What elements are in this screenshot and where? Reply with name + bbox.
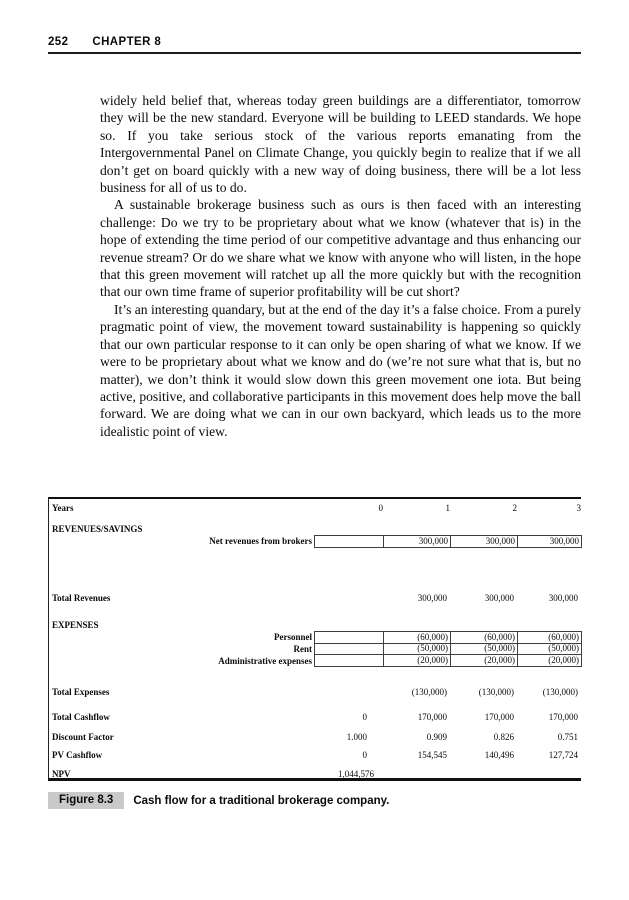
expense-input-block — [49, 631, 581, 667]
spacer — [49, 667, 581, 687]
chapter-label: CHAPTER 8 — [92, 36, 162, 48]
row-label: Rent — [293, 643, 312, 654]
table-cell: 300,000 — [548, 593, 578, 603]
year-col-2: 2 — [512, 502, 517, 513]
table-cell: (60,000) — [451, 631, 518, 644]
row-label: NPV — [52, 769, 71, 779]
table-cell: (20,000) — [451, 655, 518, 667]
table-cell: 127,724 — [548, 750, 578, 760]
section-row-revenues — [49, 524, 581, 535]
table-cell: 0.826 — [493, 732, 514, 742]
year-col-3: 3 — [576, 502, 581, 513]
spacer — [49, 548, 581, 593]
table-cell: 300,000 — [384, 535, 451, 548]
paragraph-3: It’s an interesting quandary, but at the end of the day it’s a false choice. From a purely pragmatic point of view, the movement toward sustainability is happening so quickly that our own particular response to it can only be open sharing of what we know. If we were to be proprietary about what we know and do (we’re not sure what that is, but no matter), we don’t think it would slow down this green movement one iota. But being active, positive, and collaborative participants in this movement does help move the ball forward. We are doing what we can in our own backyard, which leads us to the more idealistic point of view. — [100, 301, 581, 439]
table-row-total-expenses — [49, 687, 581, 698]
figure-label: Figure 8.3 — [48, 792, 124, 809]
year-col-0: 0 — [378, 502, 383, 513]
table-row-pv-cashflow — [49, 750, 581, 761]
row-label: REVENUES/SAVINGS — [52, 524, 143, 534]
table-row-total-revenues — [49, 593, 581, 604]
table-cell: 170,000 — [417, 712, 447, 722]
table-cell: (130,000) — [478, 687, 514, 697]
table-cell: 300,000 — [451, 535, 518, 548]
table-row-npv — [49, 769, 581, 780]
table-cell: 0.909 — [426, 732, 447, 742]
spacer — [49, 761, 581, 769]
table-cell: (60,000) — [384, 631, 451, 644]
spacer — [49, 515, 581, 524]
table-cell: (50,000) — [451, 643, 518, 655]
body-text — [100, 92, 581, 440]
row-label: Discount Factor — [52, 732, 114, 742]
section-row-expenses — [49, 620, 581, 631]
table-cell: (50,000) — [518, 643, 582, 655]
table-cell — [314, 643, 384, 655]
table-row-total-cashflow — [49, 712, 581, 723]
figure-caption — [48, 792, 581, 809]
table-row-rent — [49, 643, 581, 655]
row-label: Net revenues from brokers — [209, 536, 312, 546]
year-col-1: 1 — [445, 502, 450, 513]
table-row-discount-factor — [49, 732, 581, 743]
table-cell: 170,000 — [484, 712, 514, 722]
paragraph-2: A sustainable brokerage business such as ours is then faced with an interesting challenge: Do we try to be proprietary about what we know (whatever that is) in the hope of extending the time period of our competitive advantage and thus enhancing our revenue stream? Or do we share what we know with anyone who will listen, in the hope that this green movement will ratchet up all the more quickly but with the recognition that our own time frame of superior profitability will be cut short? — [100, 197, 581, 300]
row-label: Total Cashflow — [52, 712, 110, 722]
table-cell: (130,000) — [411, 687, 447, 697]
spacer — [49, 743, 581, 750]
table-cell: (60,000) — [518, 631, 582, 644]
spacer — [49, 698, 581, 712]
table-cell: 0.751 — [557, 732, 578, 742]
table-cell: 0 — [362, 712, 367, 722]
table-cell: 170,000 — [548, 712, 578, 722]
figure-caption-text: Cash flow for a traditional brokerage company. — [133, 794, 390, 807]
spacer — [49, 604, 581, 620]
table-cell: (20,000) — [518, 655, 582, 667]
table-row-administrative-expenses — [49, 655, 581, 667]
cashflow-table — [48, 497, 581, 781]
table-cell: 300,000 — [518, 535, 582, 548]
row-label: PV Cashflow — [52, 750, 103, 760]
table-cell: 1,044,576 — [338, 769, 374, 779]
table-cell: 300,000 — [417, 593, 447, 603]
paragraph-1: widely held belief that, whereas today green buildings are a differentiator, tomorrow they will be the new standard. Everyone will be building to LEED standards. We hope so. If you take serious stock of the various reports emanating from the Intergovernmental Panel on Climate Change, you quickly begin to realize that if we all don’t get on board quickly with a new way of doing business, there will be a lot less business for all of us to do. — [100, 93, 581, 196]
table-header-row — [49, 501, 581, 515]
table-cell: 0 — [362, 750, 367, 760]
table-cell — [314, 535, 384, 548]
page-header — [48, 36, 581, 54]
row-label: EXPENSES — [52, 620, 99, 630]
table-row-net-revenues — [49, 535, 581, 548]
table-cell: (20,000) — [384, 655, 451, 667]
row-label: Total Expenses — [52, 687, 110, 697]
page-number: 252 — [48, 36, 69, 48]
table-cell: 154,545 — [417, 750, 447, 760]
table-row-personnel — [49, 631, 581, 643]
row-label-years: Years — [52, 502, 74, 513]
row-label: Personnel — [274, 632, 312, 642]
table-cell: 300,000 — [484, 593, 514, 603]
row-label: Total Revenues — [52, 593, 111, 603]
row-label: Administrative expenses — [218, 655, 312, 666]
table-cell: 1.000 — [346, 732, 367, 742]
table-cell: 140,496 — [484, 750, 514, 760]
table-cell: (50,000) — [384, 643, 451, 655]
spacer — [49, 723, 581, 732]
table-cell — [314, 655, 384, 667]
table-cell: (130,000) — [542, 687, 578, 697]
